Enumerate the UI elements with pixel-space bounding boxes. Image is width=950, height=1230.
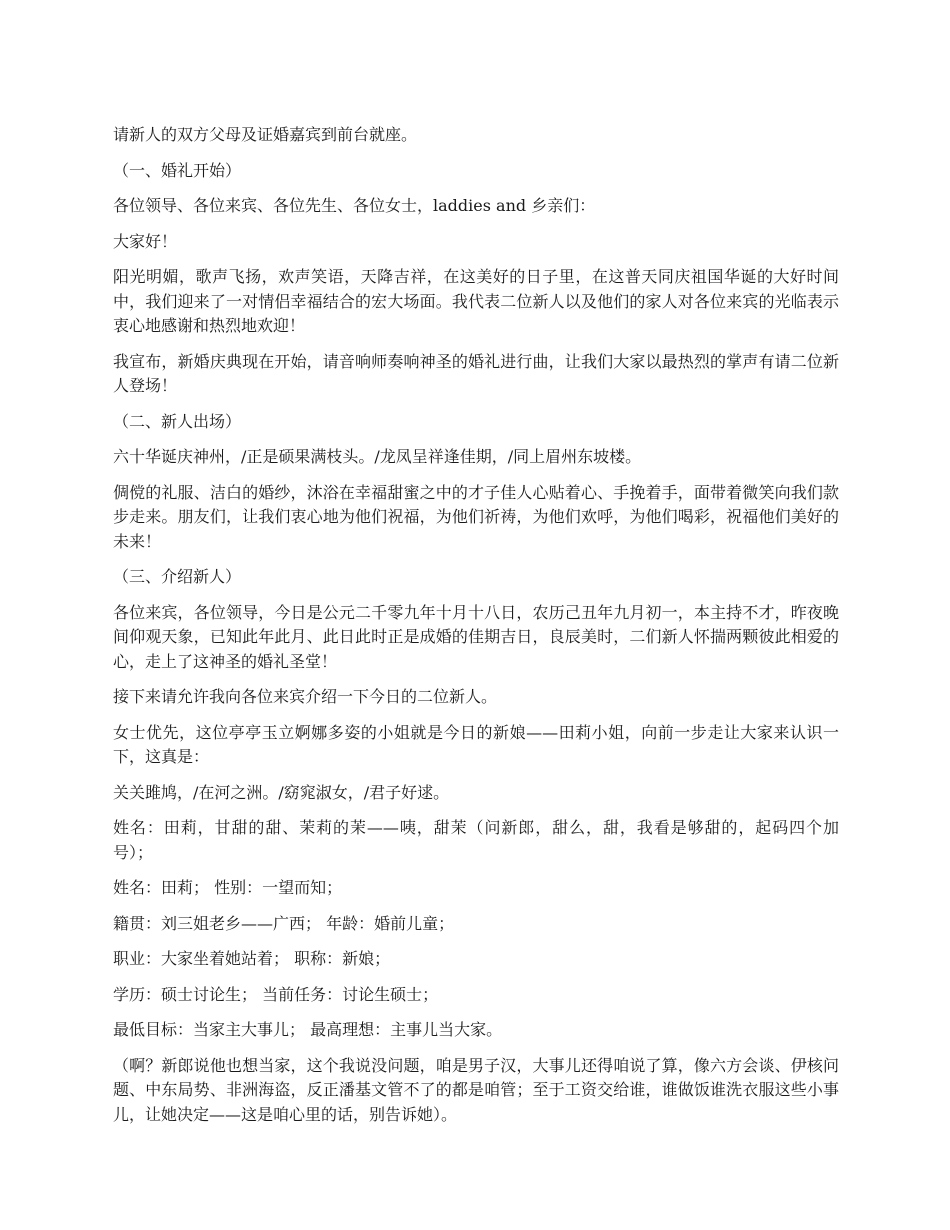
paragraph-greeting-guests: 各位领导、各位来宾、各位先生、各位女士，laddies and 乡亲们：: [113, 196, 596, 215]
paragraph-entrance-description: 倜傥的礼服、洁白的婚纱，沐浴在幸福甜蜜之中的才子佳人心贴着心、手挽着手，面带着微笑向我们款步走来。朋友们，让我们衷心地为他们祝福，为他们祈祷，为他们欢呼，为他们喝彩，祝福他们美好的未来！: [113, 482, 839, 551]
section-heading-ceremony-start: （一、婚礼开始）: [113, 160, 242, 180]
paragraph-groom-aside: （啊？新郎说他也想当家，这个我说没问题，咱是男子汉，大事儿还得咱说了算，像六方会谈、伊核问题、中东局势、非洲海盗，反正潘基文管不了的都是咱管；至于工资交给谁，谁做饭谁洗衣服这些小事儿，让她决定——这是咱心里的话，别告诉她）。: [113, 1055, 839, 1124]
paragraph-introduction-lead: 接下来请允许我向各位来宾介绍一下今日的二位新人。: [113, 687, 498, 706]
paragraph-date-announcement: 各位来宾，各位领导，今日是公元二千零九年十月十八日，农历己丑年九月初一，本主持不才，昨夜晚间仰观天象，已知此年此月、此日此时正是成婚的佳期吉日，良辰美时，二们新人怀揣两颗彼此相爱的心，走上了这神圣的婚礼圣堂！: [113, 602, 839, 671]
paragraph-bride-name-gender: 姓名：田莉； 性别：一望而知；: [113, 878, 343, 897]
section-heading-couple-entrance: （二、新人出场）: [113, 411, 242, 431]
paragraph-seating: 请新人的双方父母及证婚嘉宾到前台就座。: [113, 125, 418, 144]
paragraph-poem-1: 六十华诞庆神州，/正是硕果满枝头。/龙凤呈祥逢佳期，/同上眉州东坡楼。: [113, 447, 642, 466]
paragraph-welcome: 阳光明媚，歌声飞扬，欢声笑语，天降吉祥，在这美好的日子里，在这普天同庆祖国华诞的大好时间中，我们迎来了一对情侣幸福结合的宏大场面。我代表二位新人以及他们的家人对各位来宾的光临表示衷心地感谢和热烈地欢迎！: [113, 267, 839, 335]
paragraph-hello: 大家好！: [113, 231, 178, 251]
paragraph-bride-education: 学历：硕士讨论生； 当前任务：讨论生硕士；: [113, 984, 439, 1004]
section-heading-introduce-couple: （三、介绍新人）: [113, 567, 242, 586]
paragraph-bride-goals: 最低目标：当家主大事儿； 最高理想：主事儿当大家。: [113, 1020, 503, 1039]
paragraph-bride-occupation: 职业：大家坐着她站着； 职称：新娘；: [113, 949, 391, 968]
paragraph-bride-origin-age: 籍贯：刘三姐老乡——广西； 年龄：婚前儿童；: [113, 913, 455, 933]
document-page: [113, 123, 839, 1138]
paragraph-poem-2: 关关雎鸠，/在河之洲。/窈窕淑女，/君子好逑。: [113, 782, 450, 802]
paragraph-announcement: 我宣布，新婚庆典现在开始，请音响师奏响神圣的婚礼进行曲，让我们大家以最热烈的掌声有请二位新人登场！: [113, 351, 839, 395]
paragraph-bride-intro: 女士优先，这位亭亭玉立婀娜多姿的小姐就是今日的新娘——田莉小姐，向前一步走让大家来认识一下，这真是：: [113, 722, 839, 766]
paragraph-bride-name: 姓名：田莉，甘甜的甜、茉莉的茉——咦，甜茉（问新郎，甜么，甜，我看是够甜的，起码四个加号）；: [113, 818, 839, 862]
